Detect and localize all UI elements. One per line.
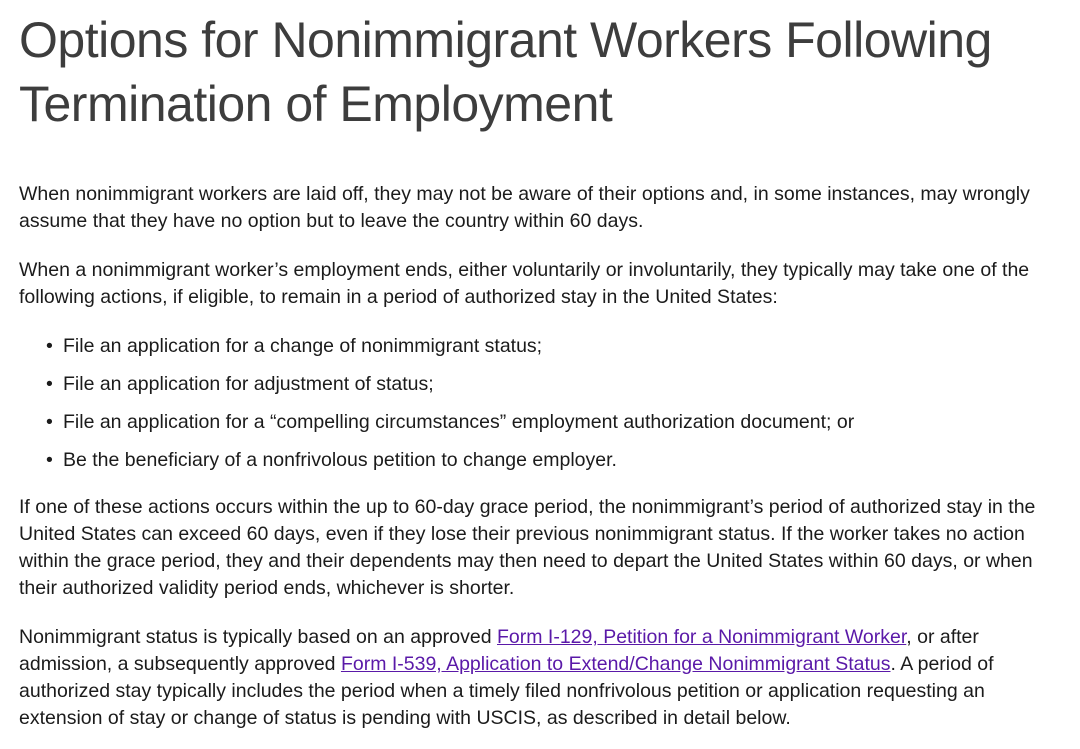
grace-period-paragraph: If one of these actions occurs within the up to 60-day grace period, the nonimmigrant’s period of authorized stay in the United States can exceed 60 days, even if they lose their previous nonimmigrant status. If the worker takes no action within the grace period, they and their dependents may then need to depart the United States within 60 days, or when their authorized validity period ends, whichever is shorter. — [19, 496, 1036, 599]
bullet-icon: • — [46, 449, 53, 471]
intro-paragraph: When nonimmigrant workers are laid off, they may not be aware of their options and, in some instances, may wrongly assume that they have no option but to leave the country within 60 days. — [19, 183, 1030, 232]
form-i539-link[interactable]: Form I-539, Application to Extend/Change Nonimmigrant Status — [340, 653, 891, 675]
status-text-part-1: Nonimmigrant status is typically based on an approved — [19, 626, 497, 648]
bullet-icon: • — [46, 335, 53, 357]
status-text-part-3: . A period of authorized stay typically includes the period when a timely filed nonfrivolous petition or application requesting an extension of stay or change of status is pending with USCIS, as described in detail below. — [19, 653, 994, 729]
list-item-text: Be the beneficiary of a nonfrivolous petition to change employer. — [63, 449, 617, 471]
list-item — [46, 371, 1062, 398]
status-paragraph — [19, 624, 1062, 732]
list-item-text: File an application for a change of nonimmigrant status; — [63, 335, 543, 357]
bullet-icon: • — [46, 373, 53, 395]
list-item — [46, 333, 1062, 360]
list-item-text: File an application for adjustment of status; — [63, 373, 434, 395]
actions-list — [19, 333, 1062, 474]
form-i129-link[interactable]: Form I-129, Petition for a Nonimmigrant Worker — [497, 626, 907, 648]
bullet-icon: • — [46, 411, 53, 433]
list-item-text: File an application for a “compelling circumstances” employment authorization document; or — [63, 411, 855, 433]
status-text-part-2: , or after admission, a subsequently approved — [19, 626, 979, 675]
page-title: Options for Nonimmigrant Workers Following Termination of Employment — [19, 12, 992, 132]
list-item — [46, 447, 1062, 474]
actions-intro-paragraph: When a nonimmigrant worker’s employment ends, either voluntarily or involuntarily, they typically may take one of the following actions, if eligible, to remain in a period of authorized stay in the United States: — [19, 259, 1030, 308]
article-body — [19, 181, 1062, 732]
list-item — [46, 409, 1062, 436]
